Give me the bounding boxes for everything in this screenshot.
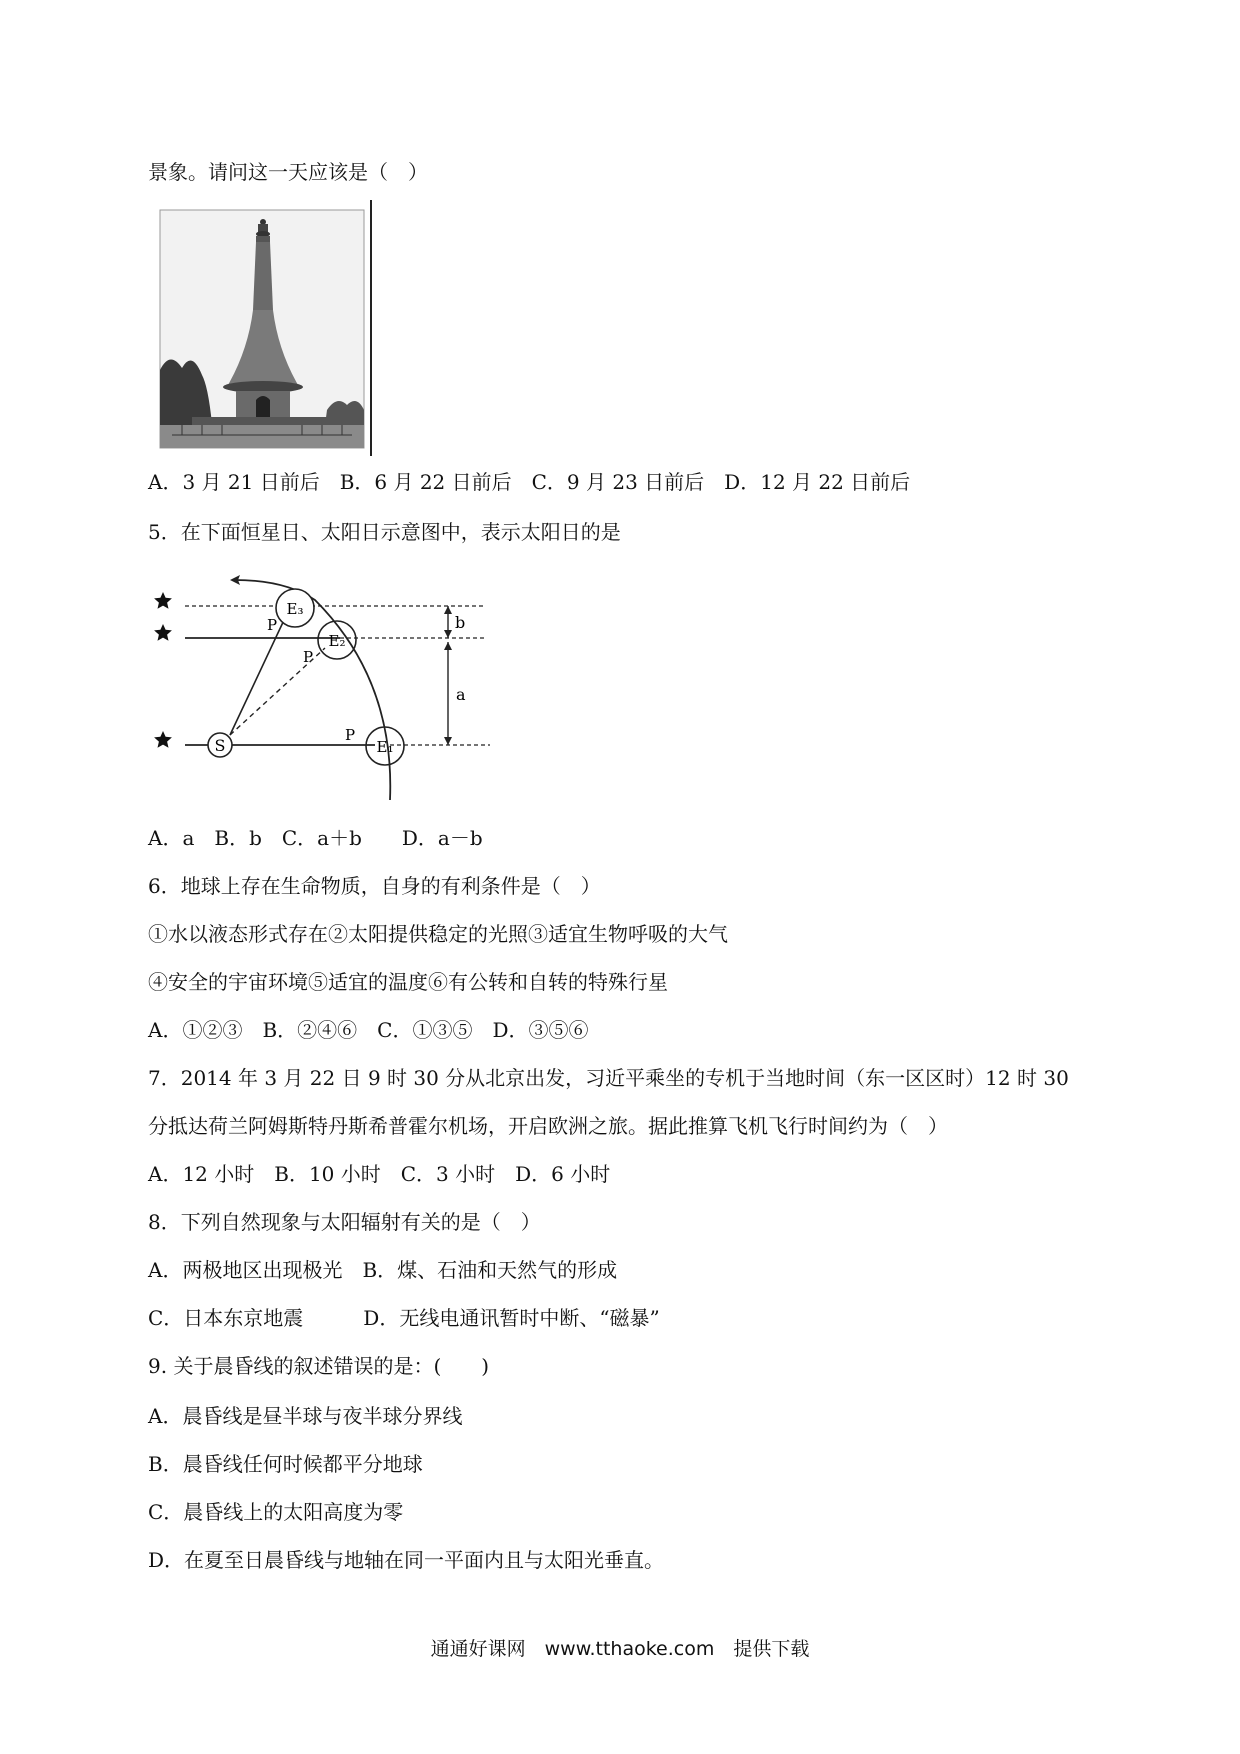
b-label: b xyxy=(455,613,466,632)
tower-photo xyxy=(152,200,374,456)
q6-items-line1: ①水以液态形式存在②太阳提供稳定的光照③适宜生物呼吸的大气 xyxy=(148,922,728,946)
e2-label: E₂ xyxy=(328,632,346,650)
p-label-e1: P xyxy=(345,726,356,744)
q5-stem: 5．在下面恒星日、太阳日示意图中，表示太阳日的是 xyxy=(148,520,621,544)
q9-option-b: B．晨昏线任何时候都平分地球 xyxy=(148,1452,423,1476)
q7-stem-line2: 分抵达荷兰阿姆斯特丹斯希普霍尔机场，开启欧洲之旅。据此推算飞机飞行时间约为（ ） xyxy=(148,1114,948,1138)
e1-label: E₁ xyxy=(376,738,394,756)
q9-option-d: D．在夏至日晨昏线与地轴在同一平面内且与太阳光垂直。 xyxy=(148,1548,665,1572)
page-footer: 通通好课网 www.tthaoke.com 提供下载 xyxy=(430,1638,810,1660)
sidereal-solar-day-diagram xyxy=(145,570,505,800)
q4-options: A．3 月 21 日前后 B．6 月 22 日前后 C．9 月 23 日前后 D．12 月 22 日前后 xyxy=(148,470,911,494)
q9-option-c: C．晨昏线上的太阳高度为零 xyxy=(148,1500,404,1524)
q8-stem: 8．下列自然现象与太阳辐射有关的是（ ） xyxy=(148,1210,541,1234)
q9-stem: 9. 关于晨昏线的叙述错误的是：( ) xyxy=(148,1354,490,1378)
p-label-e3: P xyxy=(267,616,278,634)
q6-items-line2: ④安全的宇宙环境⑤适宜的温度⑥有公转和自转的特殊行星 xyxy=(148,970,668,994)
q9-option-a: A．晨昏线是昼半球与夜半球分界线 xyxy=(148,1404,463,1428)
q7-options: A．12 小时 B．10 小时 C．3 小时 D．6 小时 xyxy=(148,1162,611,1186)
star-icon xyxy=(154,592,172,748)
sun-label: S xyxy=(214,736,226,755)
q8-options-line1: A．两极地区出现极光 B．煤、石油和天然气的形成 xyxy=(148,1258,618,1282)
e3-label: E₃ xyxy=(286,600,304,618)
q6-options: A．①②③ B．②④⑥ C．①③⑤ D．③⑤⑥ xyxy=(148,1018,589,1042)
p-label-e2: P xyxy=(303,648,314,666)
q8-options-line2: C．日本东京地震 D．无线电通讯暂时中断、“磁暴” xyxy=(148,1306,660,1330)
q7-stem-line1: 7．2014 年 3 月 22 日 9 时 30 分从北京出发，习近平乘坐的专机于当地时间（东一区区时）12 时 30 xyxy=(148,1066,1069,1090)
q6-stem: 6．地球上存在生命物质，自身的有利条件是（ ） xyxy=(148,874,601,898)
a-label: a xyxy=(456,685,466,704)
q5-options: A．a B．b C．a＋b D．a－b xyxy=(148,826,483,850)
q4-stem-tail: 景象。请问这一天应该是（ ） xyxy=(148,160,428,184)
